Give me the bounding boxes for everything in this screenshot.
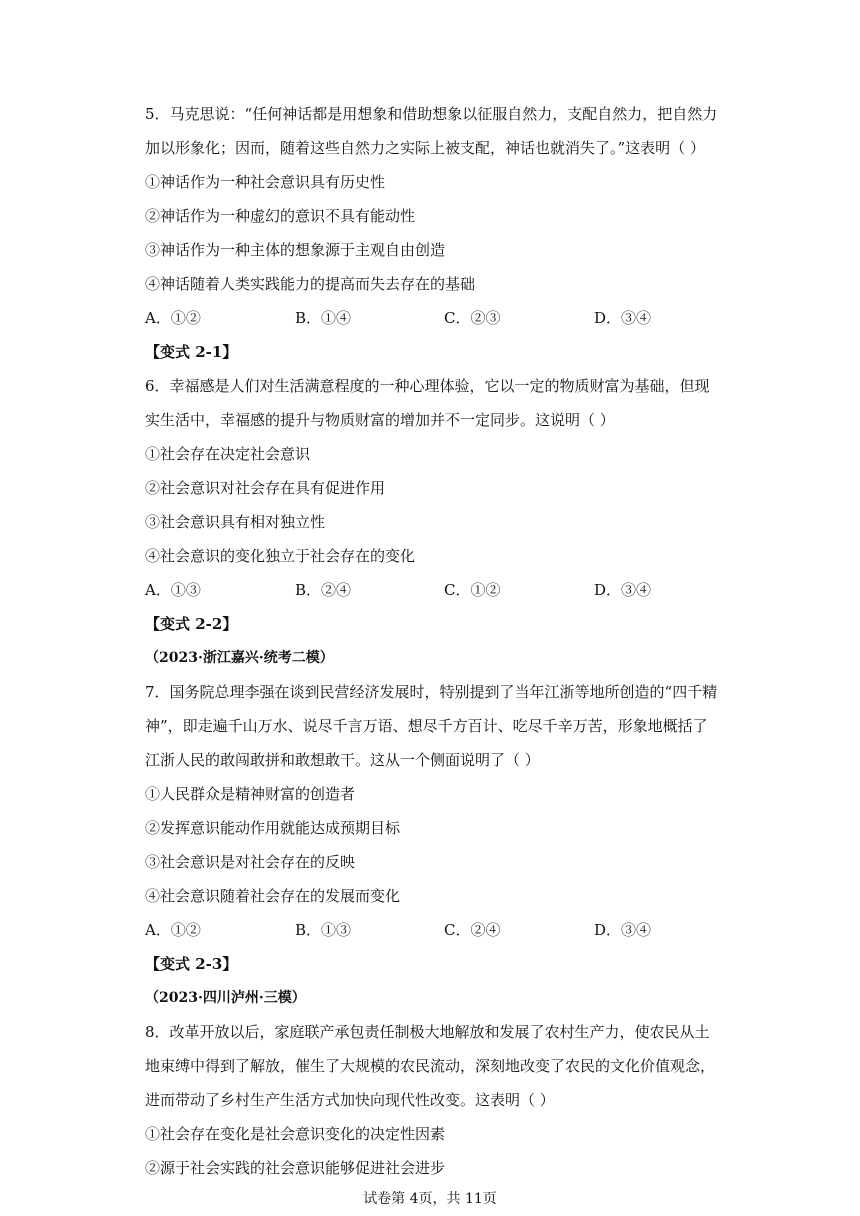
q7-statement-3: ③社会意识是对社会存在的反映 [145,853,356,871]
q6-stem-line-1: 6．幸福感是人们对生活满意程度的一种心理体验，它以一定的物质财富为基础，但现 [145,377,710,395]
variant-heading-2-3: 【变式 2-3】 [145,955,238,973]
q6-statement-2: ②社会意识对社会存在具有促进作用 [145,479,386,497]
q5-statement-1: ①神话作为一种社会意识具有历史性 [145,173,386,191]
page-footer: 试卷第 4页，共 11页 [363,1191,497,1207]
q5-statement-2: ②神话作为一种虚幻的意识不具有能动性 [145,207,416,225]
q6-statement-4: ④社会意识的变化独立于社会存在的变化 [145,547,416,565]
q7-statement-4: ④社会意识随着社会存在的发展而变化 [145,887,401,905]
q5-option-a: A．①② [145,309,201,327]
q7-option-a: A．①② [145,921,201,939]
q5-stem-line-1: 5．马克思说：“任何神话都是用想象和借助想象以征服自然力，支配自然力，把自然力 [145,105,718,123]
variant-heading-2-1: 【变式 2-1】 [145,343,238,361]
source-2-2: （2023·浙江嘉兴·统考二模） [145,650,334,666]
q8-stem-line-1: 8．改革开放以后，家庭联产承包责任制极大地解放和发展了农村生产力，使农民从土 [145,1023,710,1041]
q5-statement-3: ③神话作为一种主体的想象源于主观自由创造 [145,241,446,259]
variant-heading-2-2: 【变式 2-2】 [145,615,238,633]
q7-option-b: B．①③ [295,921,352,939]
q6-statement-3: ③社会意识具有相对独立性 [145,513,326,531]
q7-statement-2: ②发挥意识能动作用就能达成预期目标 [145,819,401,837]
q8-statement-2: ②源于社会实践的社会意识能够促进社会进步 [145,1159,446,1177]
q5-stem-line-2: 加以形象化；因而，随着这些自然力之实际上被支配，神话也就消失了。”这表明（ ） [145,139,705,157]
q7-statement-1: ①人民群众是精神财富的创造者 [145,785,356,803]
q7-stem-line-3: 江浙人民的敢闯敢拼和敢想敢干。这从一个侧面说明了（ ） [145,751,540,769]
q6-option-b: B．②④ [295,581,352,599]
q8-statement-1: ①社会存在变化是社会意识变化的决定性因素 [145,1125,446,1143]
q5-statement-4: ④神话随着人类实践能力的提高而失去存在的基础 [145,275,476,293]
q8-stem-line-2: 地束缚中得到了解放，催生了大规模的农民流动，深刻地改变了农民的文化价值观念， [145,1057,716,1075]
q5-option-d: D．③④ [594,309,652,327]
q5-option-b: B．①④ [295,309,352,327]
q6-option-c: C．①② [444,581,501,599]
q7-option-d: D．③④ [594,921,652,939]
q6-statement-1: ①社会存在决定社会意识 [145,445,311,463]
q8-stem-line-3: 进而带动了乡村生产生活方式加快向现代性改变。这表明（ ） [145,1091,555,1109]
q6-stem-line-2: 实生活中，幸福感的提升与物质财富的增加并不一定同步。这说明（ ） [145,411,615,429]
q7-stem-line-1: 7．国务院总理李强在谈到民营经济发展时，特别提到了当年江浙等地所创造的“四千精 [145,683,718,701]
q5-option-c: C．②③ [444,309,501,327]
q6-option-a: A．①③ [145,581,201,599]
source-2-3: （2023·四川泸州·三模） [145,990,306,1006]
q7-option-c: C．②④ [444,921,501,939]
q7-stem-line-2: 神”，即走遍千山万水、说尽千言万语、想尽千方百计、吃尽千辛万苦，形象地概括了 [145,717,708,735]
q6-option-d: D．③④ [594,581,652,599]
